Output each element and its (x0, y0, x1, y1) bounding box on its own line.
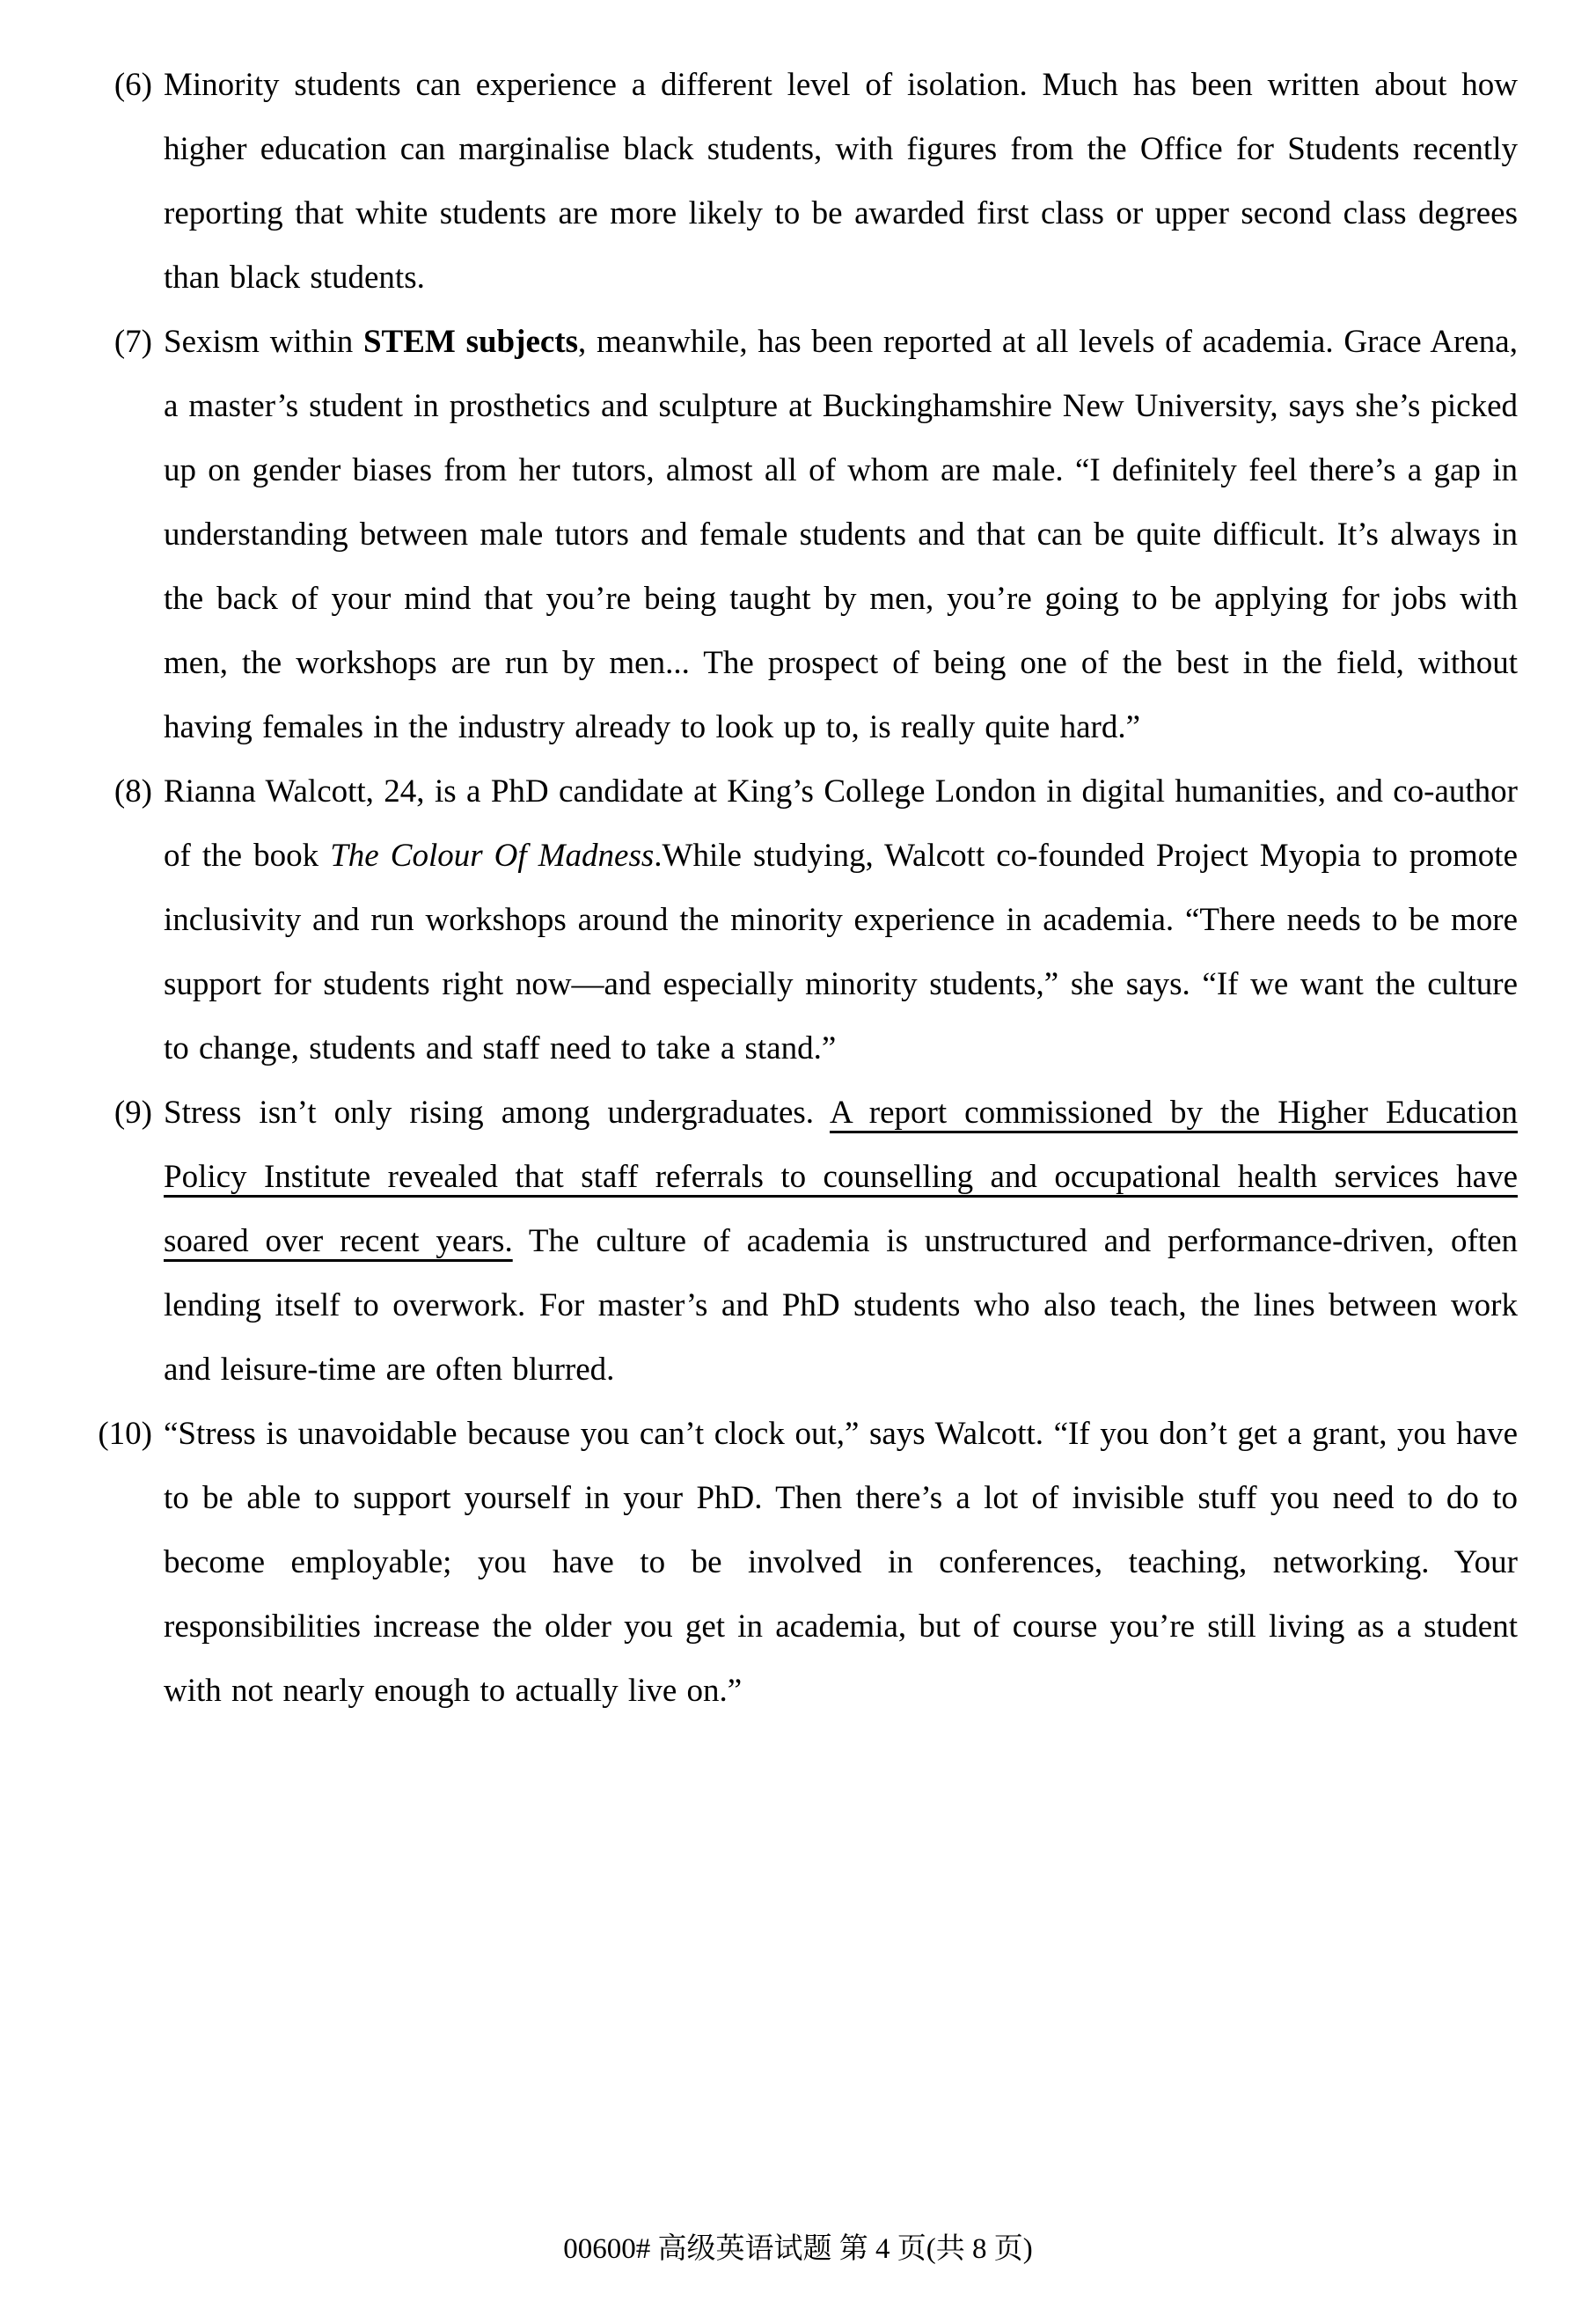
passage-text (98, 53, 1518, 1723)
paragraph-10-body: “Stress is unavoidable because you can’t clock out,” says Walcott. “If you don’t get a grant, you have to be able to support yourself in your PhD. Then there’s a lot of invisible stuff you need to do to become employable; you have to be involved in conferences, teaching, networking. Your responsibilities increase the older you get in academia, but of course you’re still living as a student with not nearly enough to actually live on.” (164, 1416, 1518, 1709)
paragraph-10 (98, 1402, 1518, 1723)
paragraph-7-bold-phrase: STEM subjects (362, 324, 579, 360)
paragraph-10-number: (10) (98, 1416, 152, 1452)
paragraph-6-body: Minority students can experience a different level of isolation. Much has been written about how higher education can marginalise black students, with figures from the Office for Students recently reporting that white students are more likely to be awarded first class or upper second class degrees than black students. (164, 67, 1518, 296)
page-footer-text: 00600# 高级英语试题 第 4 页(共 8 页) (563, 2233, 1033, 2265)
paragraph-9-underlined-sentence: A report commissioned by the Higher Education Policy Institute revealed that staff referrals to counselling and occupational health services have soared over recent years. (164, 1095, 1518, 1259)
paragraph-6 (113, 53, 1518, 310)
paragraph-7-number: (7) (113, 324, 152, 360)
paragraph-8-body-pre: Rianna Walcott, 24, is a PhD candidate at King’s College London in digital humanities, and co-author of the book (164, 773, 1518, 874)
paragraph-9-body-pre: Stress isn’t only rising among undergraduates. (164, 1095, 831, 1131)
paragraph-8 (113, 759, 1518, 1081)
paragraph-8-book-title: The Colour Of Madness (330, 838, 655, 874)
paragraph-8-body-post: .While studying, Walcott co-founded Project Myopia to promote inclusivity and run workshops around the minority experience in academia. “There needs to be more support for students right now—and especially minority students,” she says. “If we want the culture to change, students and staff need to take a stand.” (164, 838, 1518, 1066)
paragraph-7-body-post: , meanwhile, has been reported at all levels of academia. Grace Arena, a master’s student in prosthetics and sculpture at Buckinghamshire New University, says she’s picked up on gender biases from her tutors, almost all of whom are male. “I definitely feel there’s a gap in understanding between male tutors and female students and that can be quite difficult. It’s always in the back of your mind that you’re being taught by men, you’re going to be applying for jobs with men, the workshops are run by men... The prospect of being one of the best in the field, without having females in the industry already to look up to, is really quite hard.” (164, 324, 1518, 745)
paragraph-7 (113, 310, 1518, 759)
paragraph-8-number: (8) (113, 773, 152, 810)
paragraph-9-body-post: The culture of academia is unstructured and performance-driven, often lending itself to overwork. For master’s and PhD students who also teach, the lines between work and leisure-time are often blurred. (164, 1223, 1518, 1388)
paragraph-9-number: (9) (113, 1095, 152, 1131)
paragraph-9 (113, 1081, 1518, 1402)
paragraph-7-body-pre: Sexism within (164, 324, 363, 360)
paragraph-6-number: (6) (113, 67, 152, 103)
page-footer (0, 2231, 1596, 2267)
